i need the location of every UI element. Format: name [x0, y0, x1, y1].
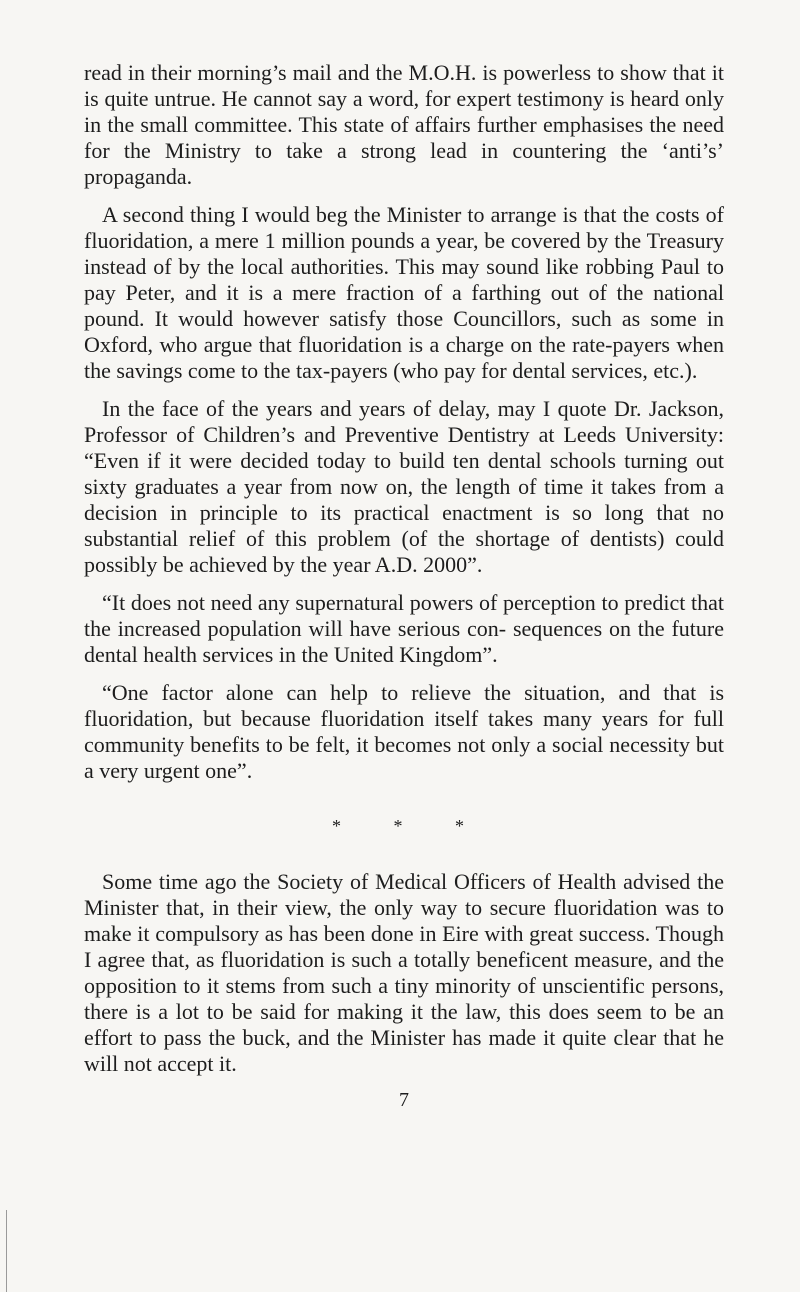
paragraph-morning-mail: read in their morning’s mail and the M.O.H. is powerless to show that it is quite untrue. He cannot say a word, for expert testimony is heard only in the small committee. This state of affairs further emphasises the need for the Ministry to take a strong lead in countering the ‘anti’s’ propaganda. — [84, 60, 724, 189]
paragraph-medical-officers: Some time ago the Society of Medical Officers of Health advised the Minister that, in their view, the only way to secure fluoridation was to make it compulsory as has been done in Eire with great success. Though I agree that, as fluoridation is such a totally beneficent measure, and the opposition to it stems from such a tiny minority of unscientific persons, there is a lot to be said for making it the law, this does seem to be an effort to pass the buck, and the Minister has made it quite clear that he will not accept it. — [84, 869, 724, 1076]
margin-rule — [6, 1210, 7, 1292]
section-separator: * * * — [332, 816, 488, 836]
paragraph-treasury-costs: A second thing I would beg the Minister to arrange is that the costs of fluoridation, a mere 1 million pounds a year, be covered by the Treasury instead of by the local authorities. This may sound like robbing Paul to pay Peter, and it is a mere fraction of a farthing out of the national pound. It would however satisfy those Councillors, such as some in Oxford, who argue that fluoridation is a charge on the rate-payers when the savings come to the tax-payers (who pay for dental services, etc.). — [84, 202, 724, 383]
page-number: 7 — [399, 1089, 409, 1111]
paragraph-fluoridation-quote: “One factor alone can help to relieve the situation, and that is fluoridation, but because fluoridation itself takes many years for full community benefits to be felt, it becomes not only a social necessity but a very urgent one”. — [84, 680, 724, 783]
paragraph-jackson-quote: In the face of the years and years of delay, may I quote Dr. Jackson, Professor of Children’s and Preventive Dentistry at Leeds University: “Even if it were decided today to build ten dental schools turning out sixty graduates a year from now on, the length of time it takes from a decision in principle to its practical enactment is so long that no substantial relief of this problem (of the shortage of dentists) could possibly be achieved by the year A.D. 2000”. — [84, 396, 724, 577]
document-page — [84, 60, 724, 1112]
paragraph-population-quote: “It does not need any supernatural powers of perception to predict that the increased population will have serious con- sequences on the future dental health services in the United Kingdom”. — [84, 590, 724, 667]
